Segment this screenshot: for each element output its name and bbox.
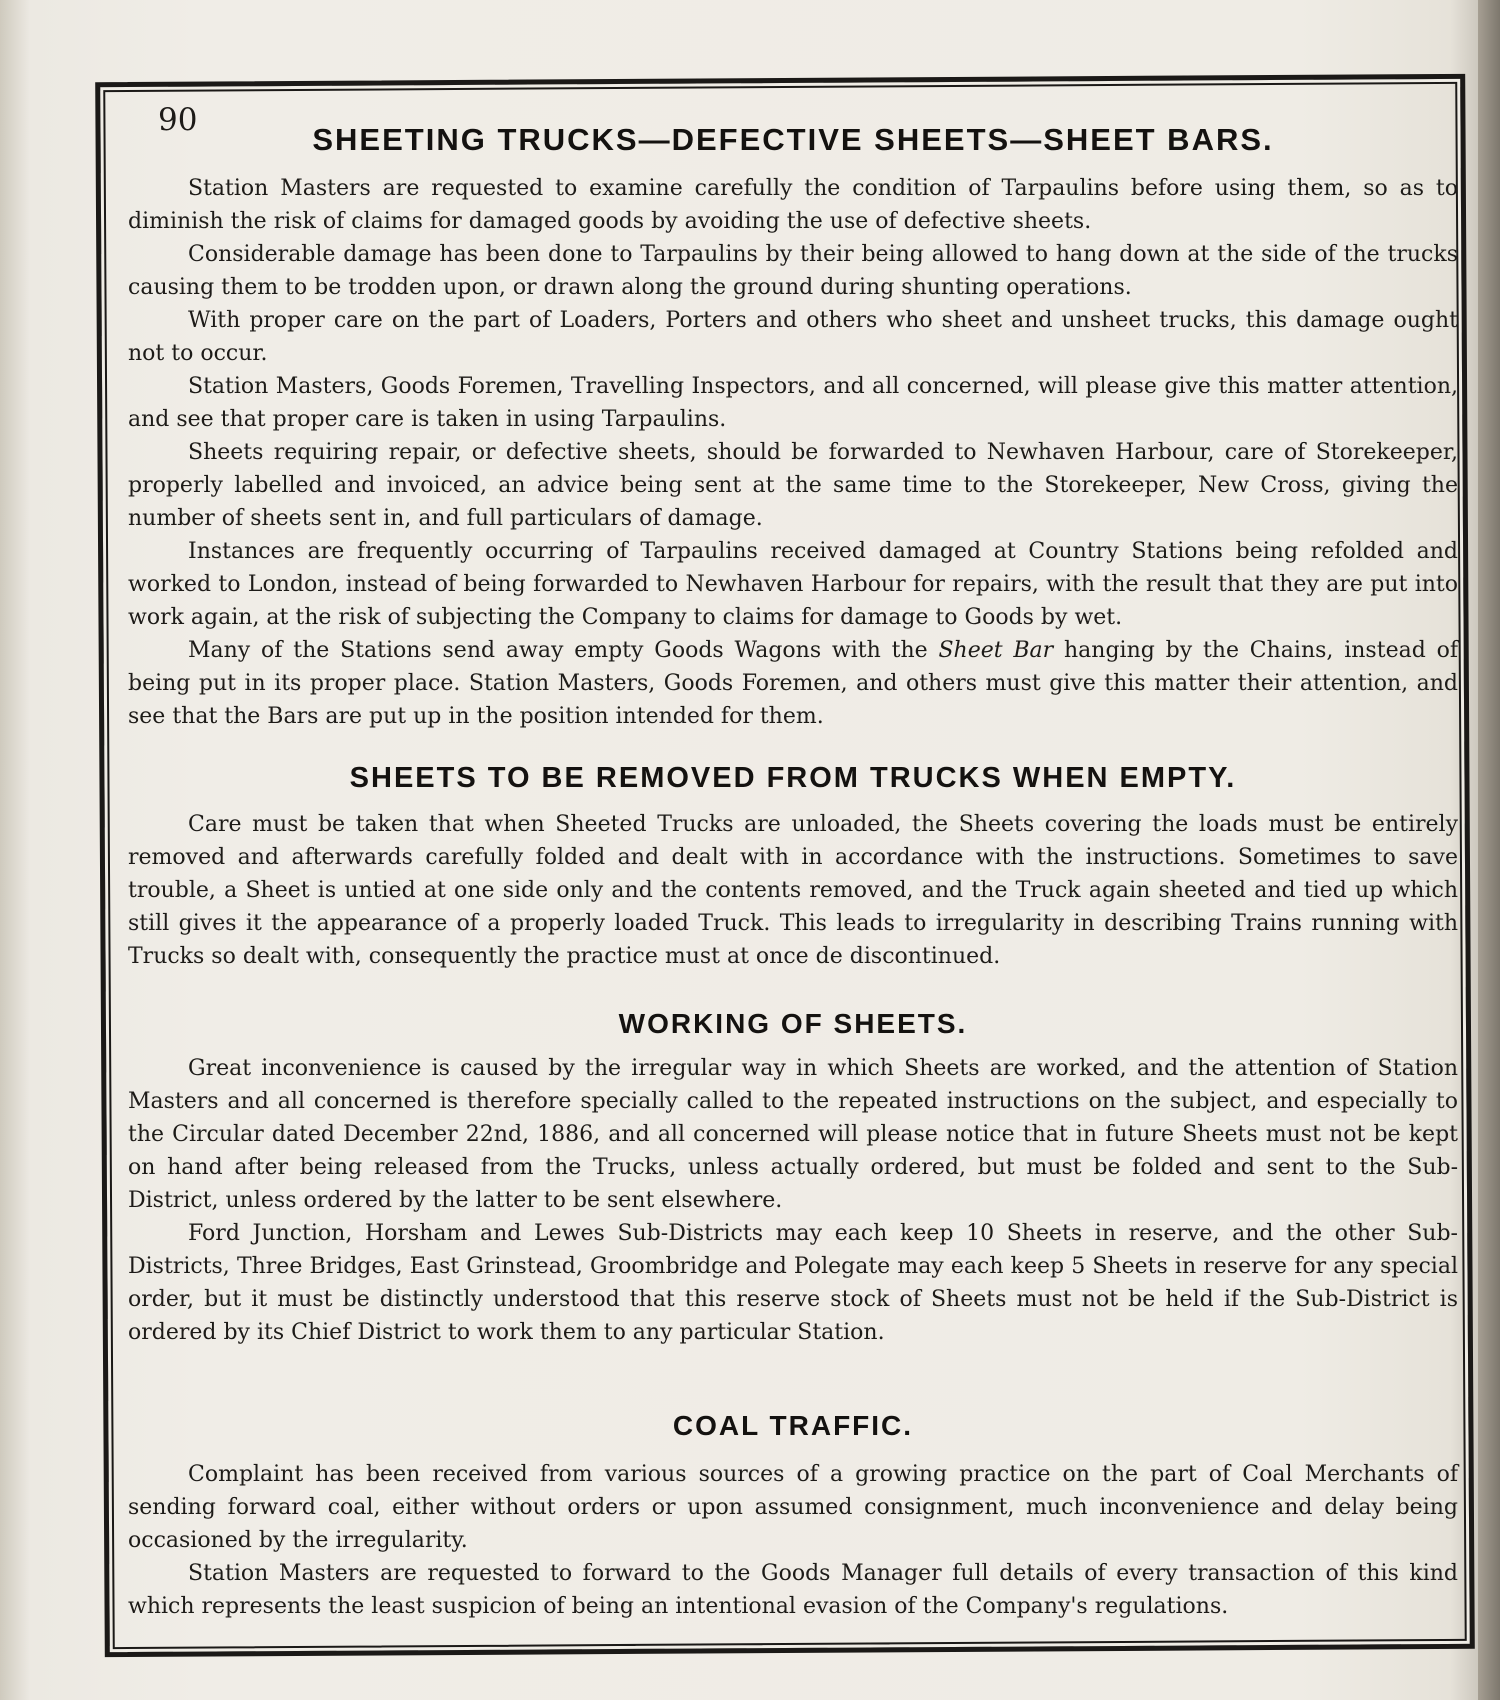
italic-term: Sheet Bar [938, 638, 1054, 663]
paragraph: Ford Junction, Horsham and Lewes Sub-Districts may each keep 10 Sheets in reserve, and the other Sub-Districts, Three Bridges, East Grinstead, Groombridge and Polegate may each keep 5 Sheets in reserve for any special order, but it must be distinctly understood that this reserve stock of Sheets must not be held if the Sub-District is ordered by its Chief District to work them to any particular Station. [128, 1221, 1458, 1345]
paragraph: Instances are frequently occurring of Tarpaulins received damaged at Country Stations being refolded and worked to London, instead of being forwarded to Newhaven Harbour for repairs, with the result that they are put into work again, at the risk of subjecting the Company to claims for damage to Goods by wet. [128, 539, 1458, 630]
paragraph: Complaint has been received from various sources of a growing practice on the part of Coal Merchants of sending forward coal, either without orders or upon assumed consignment, much inconvenience and delay being occasioned by the irregularity. [128, 1462, 1458, 1553]
paragraph: Considerable damage has been done to Tarpaulins by their being allowed to hang down at the side of the trucks causing them to be trodden upon, or drawn along the ground during shunting operations. [128, 242, 1458, 300]
paragraph: Station Masters, Goods Foremen, Travelling Inspectors, and all concerned, will please give this matter attention, and see that proper care is taken in using Tarpaulins. [128, 374, 1458, 432]
heading-sheets-removed: SHEETS TO BE REMOVED FROM TRUCKS WHEN EMPTY. [349, 762, 1237, 794]
heading-working-of-sheets: WORKING OF SHEETS. [618, 1008, 968, 1039]
paragraph: Sheets requiring repair, or defective sheets, should be forwarded to Newhaven Harbour, care of Storekeeper, properly labelled and invoiced, an advice being sent at the same time to the Storekeeper, New Cross, giving the number of sheets sent in, and full particulars of damage. [128, 440, 1458, 531]
paragraph-sheet-bar [128, 634, 1458, 733]
paragraph: Station Masters are requested to forward to the Goods Manager full details of every transaction of this kind which represents the least suspicion of being an intentional evasion of the Company's regulations. [128, 1561, 1458, 1619]
text-run: hanging by the Chains, instead of being put in its proper place. Station Masters, Goods Foremen, and others must give this matter their attention, and see that the Bars are put up in the position intended for them. [128, 638, 1458, 729]
paragraph: Great inconvenience is caused by the irregular way in which Sheets are worked, and the attention of Station Masters and all concerned is therefore specially called to the repeated instructions on the subject, and especially to the Circular dated December 22nd, 1886, and all concerned will please notice that in future Sheets must not be kept on hand after being released from the Trucks, unless actually ordered, but must be folded and sent to the Sub-District, unless ordered by the latter to be sent elsewhere. [128, 1056, 1458, 1213]
text-run: Many of the Stations send away empty Goods Wagons with the [188, 638, 939, 663]
paragraph: Station Masters are requested to examine carefully the condition of Tarpaulins before using them, so as to diminish the risk of claims for damaged goods by avoiding the use of defective sheets. [128, 176, 1458, 234]
book-spine [1478, 0, 1500, 1700]
heading-sheeting-trucks: SHEETING TRUCKS—DEFECTIVE SHEETS—SHEET BARS. [312, 122, 1274, 157]
page-content [128, 102, 1458, 1642]
page-number: 90 [158, 102, 198, 138]
section-sheeting-trucks [128, 172, 1458, 733]
paragraph: With proper care on the part of Loaders, Porters and others who sheet and unsheet trucks, this damage ought not to occur. [128, 308, 1458, 366]
paragraph: Care must be taken that when Sheeted Trucks are unloaded, the Sheets covering the loads must be entirely removed and afterwards carefully folded and dealt with in accordance with the instructions. Sometimes to save trouble, a Sheet is untied at one side only and the contents removed, and the Truck again sheeted and tied up which still gives it the appearance of a properly loaded Truck. This leads to irregularity in describing Trains running with Trucks so dealt with, consequently the practice must at once de discontinued. [128, 812, 1458, 969]
section-working-of-sheets [128, 1052, 1458, 1349]
section-coal-traffic [128, 1458, 1458, 1623]
section-sheets-removed [128, 808, 1458, 973]
heading-coal-traffic: COAL TRAFFIC. [672, 1410, 914, 1441]
